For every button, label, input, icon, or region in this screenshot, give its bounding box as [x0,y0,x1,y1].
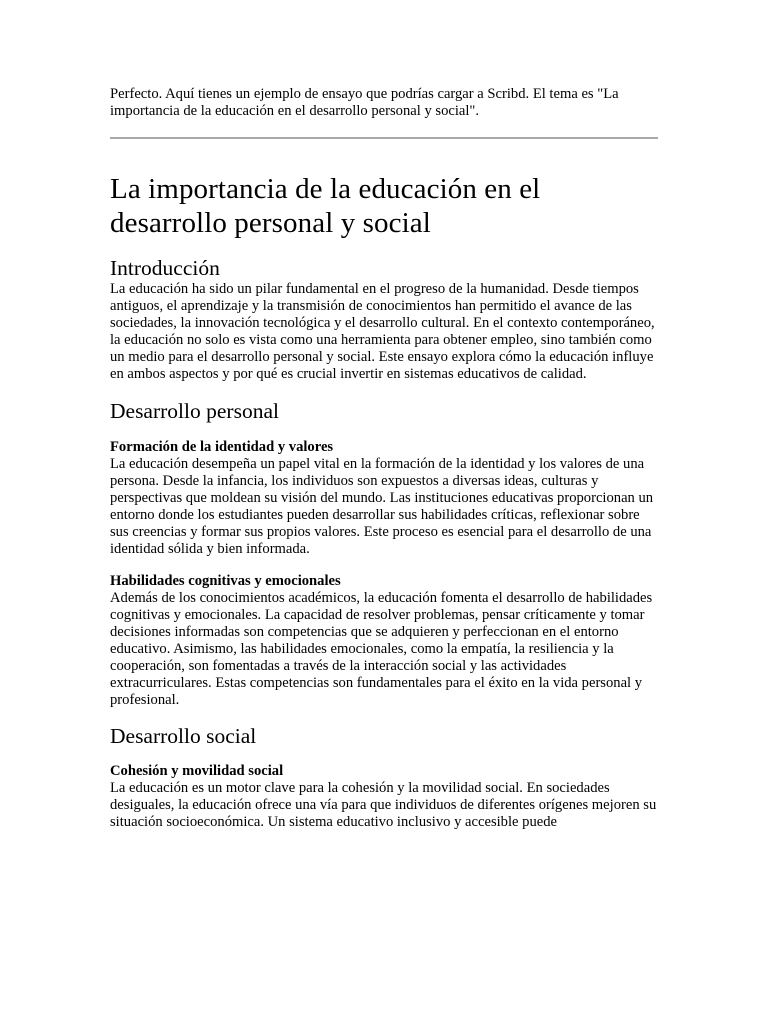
subheading-habilidades: Habilidades cognitivas y emocionales [110,573,341,589]
subheading-formacion-identidad: Formación de la identidad y valores [110,439,334,455]
essay-title: La importancia de la educación en el desarrollo personal y social [110,173,541,239]
paragraph-formacion-identidad: La educación desempeña un papel vital en la formación de la identidad y los valores de una persona. Desde la infancia, los individuos son expuestos a diversas ideas, culturas y perspectivas que moldean su visión del mundo. Las instituciones educativas proporcionan un entorno donde los estudiantes pueden desarrollar sus habilidades críticas, reflexionar sobre sus creencias y formar sus propios valores. Este proceso es esencial para el desarrollo de una identidad sólida y bien informada. [110,456,654,557]
document-page [110,86,658,831]
paragraph-habilidades: Además de los conocimientos académicos, la educación fomenta el desarrollo de habilidades cognitivas y emocionales. La capacidad de resolver problemas, pensar críticamente y tomar decisiones informadas son competencias que se adquieren y perfeccionan en el entorno educativo. Asimismo, las habilidades emocionales, como la empatía, la resiliencia y la cooperación, son fomentadas a través de la interacción social y las actividades extracurriculares. Estas competencias son fundamentales para el éxito en la vida personal y profesional. [110,590,653,708]
subheading-cohesion-movilidad: Cohesión y movilidad social [110,763,284,779]
paragraph-cohesion-movilidad: La educación es un motor clave para la cohesión y la movilidad social. En sociedades desiguales, la educación ofrece una vía para que individuos de diferentes orígenes mejoren su situación socioeconómica. Un sistema educativo inclusivo y accesible puede [110,780,657,830]
section-heading-desarrollo-personal: Desarrollo personal [110,399,279,423]
horizontal-divider [110,137,658,139]
paragraph-introduccion: La educación ha sido un pilar fundamental en el progreso de la humanidad. Desde tiempos antiguos, el aprendizaje y la transmisión de conocimientos han permitido el avance de las sociedades, la innovación tecnológica y el desarrollo cultural. En el contexto contemporáneo, la educación no solo es vista como una herramienta para obtener empleo, sino también como un medio para el desarrollo personal y social. Este ensayo explora cómo la educación influye en ambos aspectos y por qué es crucial invertir en sistemas educativos de calidad. [110,281,655,382]
section-heading-introduccion: Introducción [110,256,220,280]
preface-note: Perfecto. Aquí tienes un ejemplo de ensayo que podrías cargar a Scribd. El tema es "La importancia de la educación en el desarrollo personal y social". [110,86,619,119]
section-heading-desarrollo-social: Desarrollo social [110,724,257,748]
